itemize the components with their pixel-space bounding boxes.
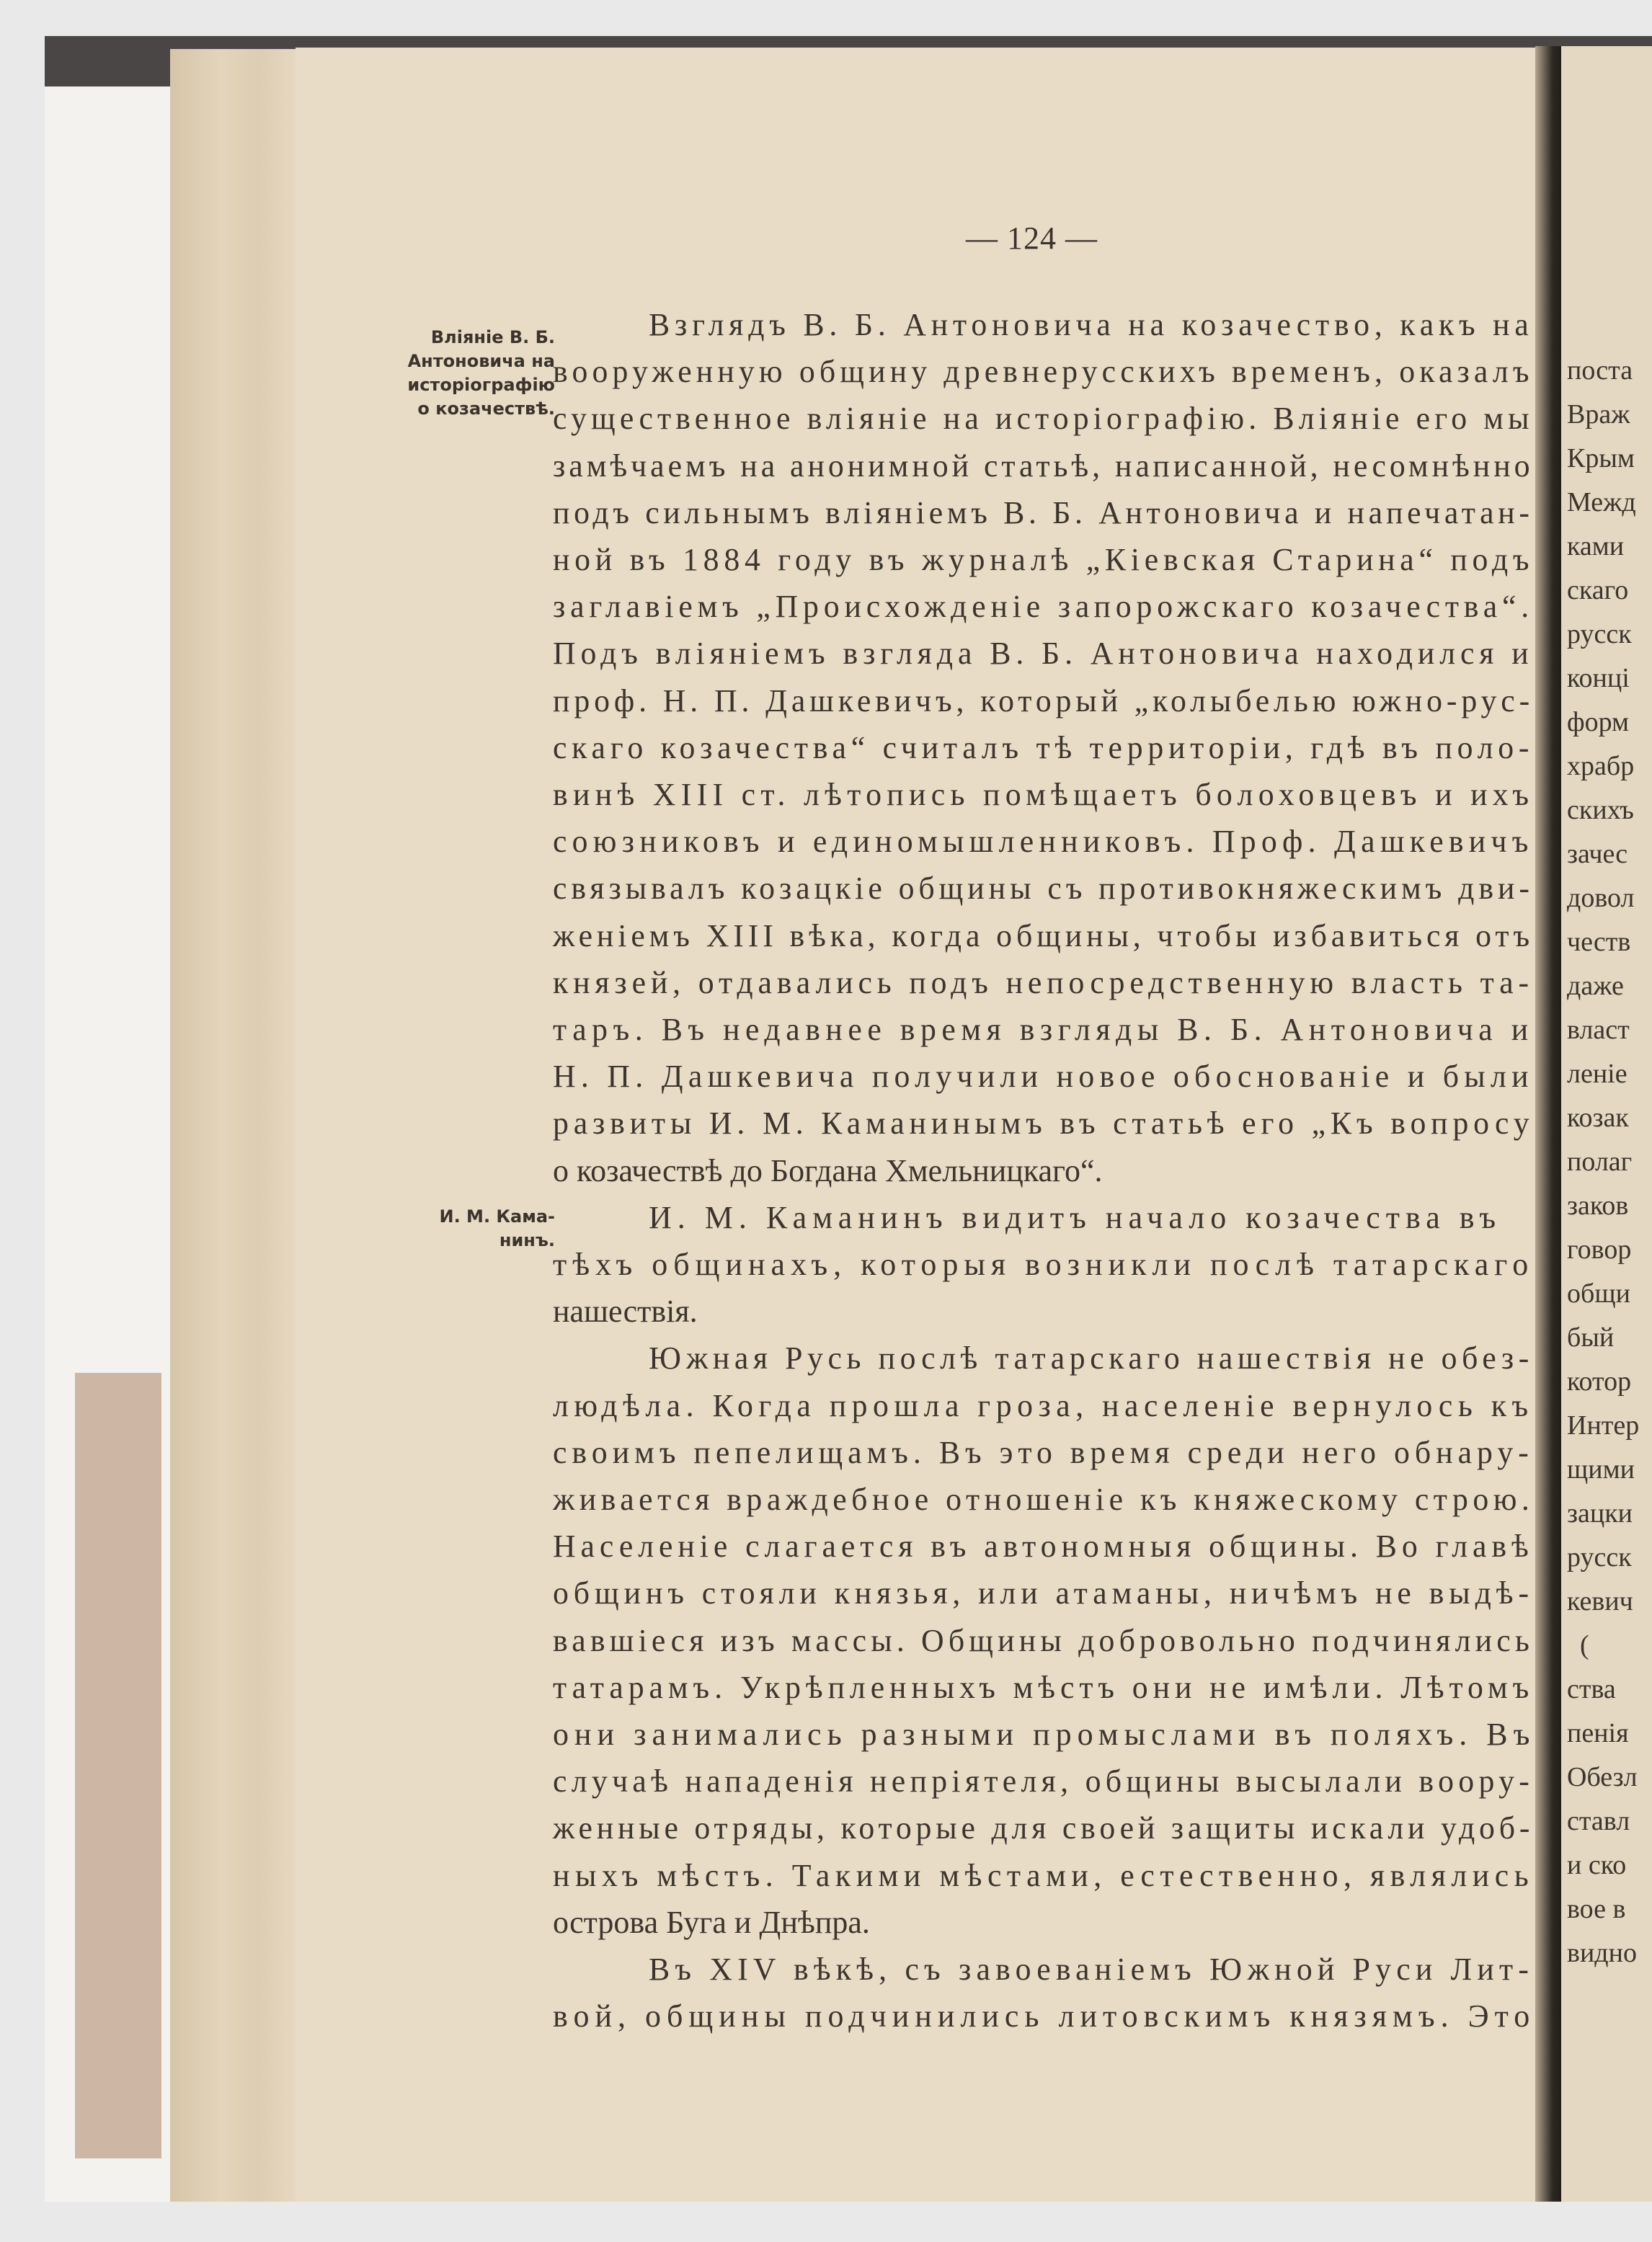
page-stack-edge: [170, 49, 297, 2202]
body-line: о козачествѣ до Богдана Хмельницкаго“.: [553, 1152, 1103, 1188]
next-page-line: русск: [1567, 1542, 1632, 1572]
next-page-line: конці: [1567, 663, 1630, 693]
bookmark-tab: [75, 1373, 161, 2158]
next-page-line: власт: [1567, 1015, 1630, 1045]
next-page-line: зачес: [1567, 839, 1628, 869]
body-line: заглавiемъ „Происхожденiе запорожскаго козачества“.: [553, 589, 1535, 625]
next-page-line: ставл: [1567, 1806, 1630, 1836]
body-line: женные отряды, которые для своей защиты искали удоб-: [553, 1810, 1535, 1846]
body-line: вооруженную общину древнерусскихъ временъ, оказалъ: [553, 354, 1534, 390]
body-line: они занимались разными промыслами въ поляхъ. Въ: [553, 1717, 1536, 1752]
body-line: вавшiеся изъ массы. Общины добровольно подчинялись: [553, 1622, 1534, 1658]
body-line: Н. П. Дашкевича получили новое обоснованiе и были: [553, 1059, 1534, 1095]
body-line: Населенiе слагается въ автономныя общины. Во главѣ: [553, 1529, 1534, 1565]
next-page-line: заков: [1567, 1191, 1629, 1221]
body-line: тѣхъ общинахъ, которыя возникли послѣ татарскаго: [553, 1247, 1535, 1282]
next-page-line: котор: [1567, 1366, 1632, 1397]
next-page-line: говор: [1567, 1235, 1632, 1265]
body-line: живается враждебное отношенiе къ княжескому строю.: [553, 1482, 1535, 1517]
next-page-line: поста: [1567, 355, 1633, 386]
next-page-line: козак: [1567, 1103, 1629, 1133]
body-line: развиты И. М. Каманинымъ въ статьѣ его „Къ вопросу: [553, 1106, 1535, 1142]
body-line: вой, общины подчинились литовскимъ князямъ. Это: [553, 1998, 1536, 2034]
body-line: женiемъ XIII вѣка, когда общины, чтобы избавиться отъ: [553, 917, 1535, 953]
next-page-line: вое в: [1567, 1894, 1626, 1924]
body-line: своимъ пепелищамъ. Въ это время среди него обнару-: [553, 1434, 1534, 1470]
next-page-line: кевич: [1567, 1586, 1633, 1616]
marginal-note-antonovich: [339, 326, 555, 421]
body-line: князей, отдавались подъ непосредственную власть та-: [553, 964, 1534, 1000]
body-line: Въ XIV вѣкѣ, съ завоеванiемъ Южной Руси Лит-: [649, 1952, 1535, 1987]
body-line: подъ сильнымъ влiянiемъ В. Б. Антоновича и напечатан-: [553, 494, 1534, 530]
body-line: проф. Н. П. Дашкевичъ, который „колыбелью южно-рус-: [553, 682, 1535, 719]
next-page-line: полаг: [1567, 1147, 1633, 1177]
next-page-line: леніе: [1567, 1059, 1627, 1089]
next-page-line: Межд: [1567, 487, 1636, 517]
next-page-line: и ско: [1567, 1850, 1627, 1880]
next-page-line: Обезл: [1567, 1762, 1638, 1792]
marginal-note-line: нинъ.: [499, 1230, 555, 1250]
next-page-line: Крым: [1567, 443, 1635, 473]
body-line: И. М. Каманинъ видитъ начало козачества въ: [649, 1199, 1502, 1235]
body-line: Южная Русь послѣ татарскаго нашествiя не обез-: [649, 1340, 1534, 1376]
next-page-fragment: [1561, 46, 1652, 2202]
next-page-line: пенія: [1567, 1718, 1629, 1748]
page-number: — 124 —: [966, 221, 1098, 256]
next-page-line: бый: [1567, 1322, 1615, 1353]
next-page-line: форм: [1567, 707, 1630, 737]
marginal-note-line: Антоновича на: [407, 351, 555, 371]
next-page-line: общи: [1567, 1278, 1630, 1309]
marginal-note-kamanin: [339, 1205, 555, 1253]
next-page-line: скихъ: [1567, 795, 1634, 825]
next-page-line: довол: [1567, 883, 1635, 913]
marginal-note-line: о козачествѣ.: [417, 399, 555, 419]
body-line: связывалъ козацкiе общины съ противокняжескимъ дви-: [553, 871, 1534, 907]
next-page-line: щими: [1567, 1454, 1635, 1485]
next-page-line: даже: [1567, 971, 1624, 1001]
body-line: ныхъ мѣстъ. Такими мѣстами, естественно, являлись: [553, 1857, 1535, 1893]
body-line: людѣла. Когда прошла гроза, населенiе вернулось къ: [553, 1387, 1534, 1423]
body-line: Взглядъ В. Б. Антоновича на козачество, какъ на: [649, 307, 1534, 342]
marginal-note-line: Влiянiе В. Б.: [430, 327, 555, 347]
next-page-line: храбр: [1567, 751, 1635, 781]
body-line: случаѣ нападенiя непрiятеля, общины высылали воору-: [553, 1763, 1535, 1800]
body-line: существенное влiянiе на исторiографiю. Влiянiе его мы: [553, 401, 1534, 437]
body-line: острова Буга и Днѣпра.: [553, 1904, 870, 1940]
body-line: Подъ влiянiемъ взгляда В. Б. Антоновича находился и: [553, 636, 1534, 672]
body-line: татарамъ. Укрѣпленныхъ мѣстъ они не имѣли. Лѣтомъ: [553, 1669, 1535, 1705]
body-line: скаго козачества“ считалъ тѣ территорiи, гдѣ въ поло-: [553, 729, 1535, 765]
next-page-line: Враж: [1567, 399, 1630, 430]
next-page-line: русск: [1567, 619, 1632, 649]
body-line: союзниковъ и единомышленниковъ. Проф. Дашкевичъ: [553, 824, 1534, 860]
next-page-line: видно: [1567, 1938, 1637, 1968]
book-gutter: [1535, 46, 1564, 2202]
next-page-line: скаго: [1567, 575, 1629, 605]
next-page-line: честв: [1567, 927, 1631, 957]
body-line: ной въ 1884 году въ журналѣ „Кiевская Старина“ подъ: [553, 542, 1535, 577]
body-line: замѣчаемъ на анонимной статьѣ, написанной, несомнѣнно: [553, 448, 1534, 484]
body-line: таръ. Въ недавнее время взгляды В. Б. Антоновича и: [553, 1012, 1534, 1047]
marginal-note-line: исторiографiю: [407, 375, 555, 395]
body-line: винѣ XIII ст. лѣтопись помѣщаетъ болоховцевъ и ихъ: [553, 777, 1535, 812]
next-page-line: ства: [1567, 1674, 1616, 1704]
next-page-line: ками: [1567, 531, 1625, 561]
body-line: общинъ стояли князья, или атаманы, ничѣмъ не выдѣ-: [553, 1575, 1534, 1611]
marginal-note-line: И. М. Кама-: [439, 1206, 555, 1227]
next-page-line: зацки: [1567, 1498, 1633, 1529]
body-line: нашествiя.: [553, 1294, 698, 1330]
next-page-line: (: [1580, 1630, 1589, 1660]
next-page-line: Интер: [1567, 1410, 1640, 1441]
